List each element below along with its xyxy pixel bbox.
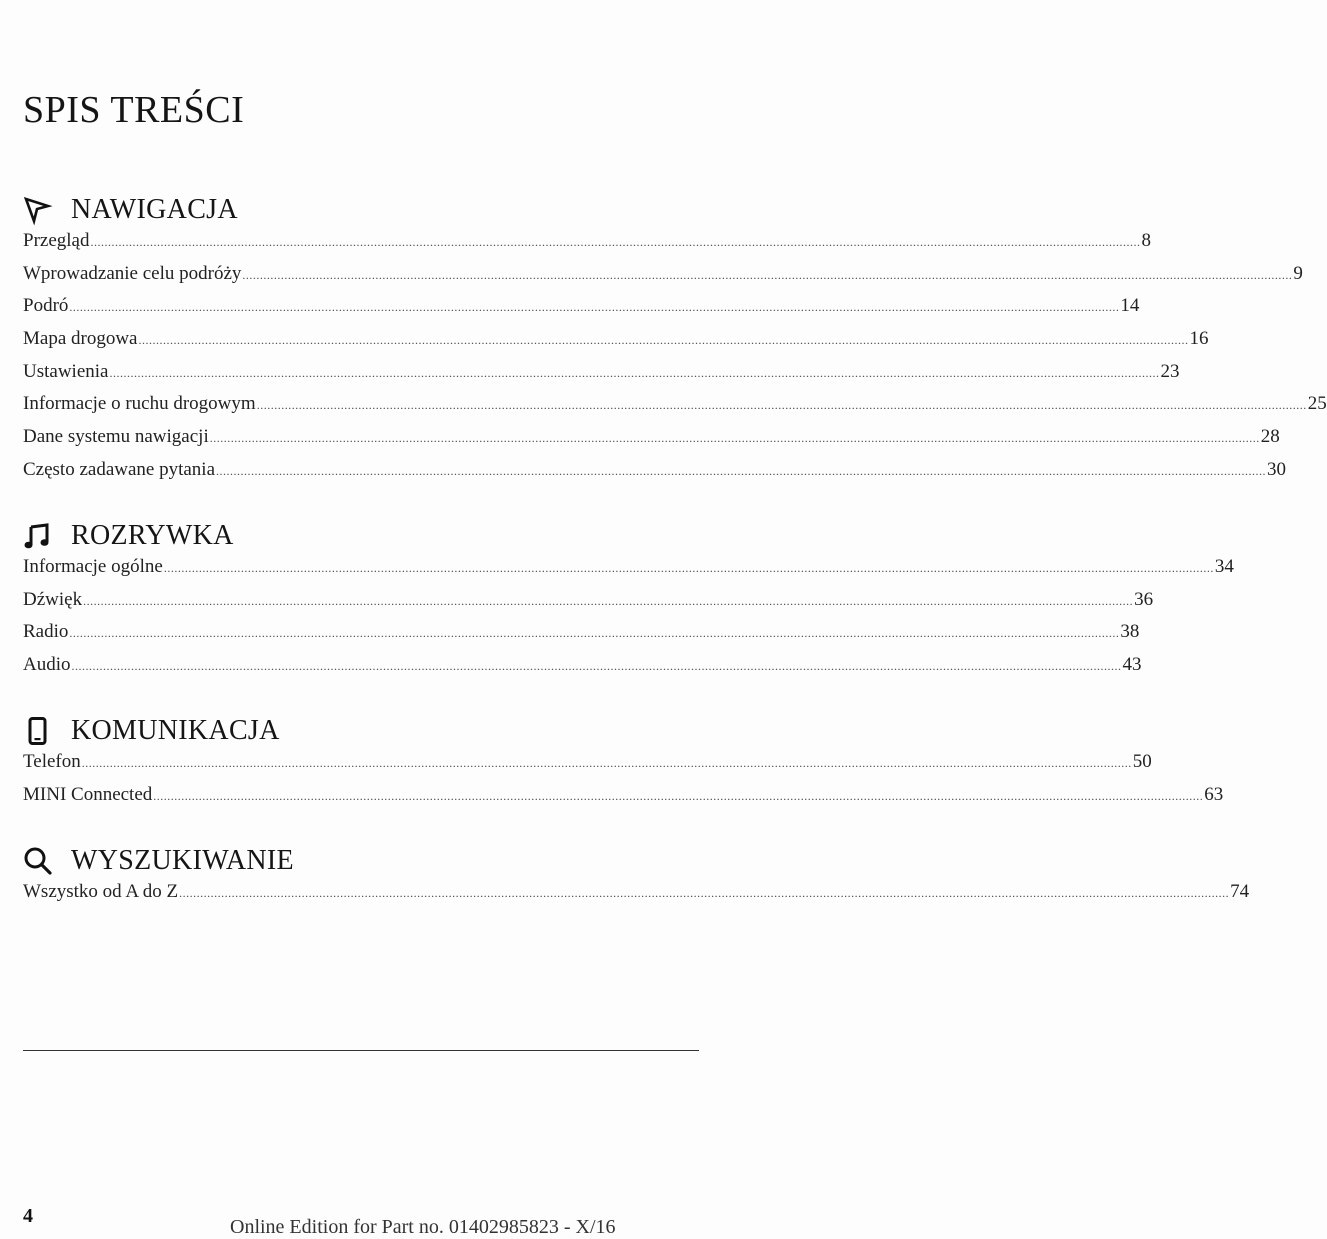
toc-entry-page: 30 bbox=[1267, 458, 1287, 480]
toc-entry[interactable] bbox=[23, 783, 1224, 817]
dot-leader: ............................................................................................................................................................................................................................................................................................................ bbox=[209, 431, 1260, 446]
navigation-arrow-icon bbox=[23, 193, 57, 227]
toc-entry[interactable] bbox=[23, 751, 1152, 784]
toc-entry-label: Telefon bbox=[23, 751, 81, 772]
toc-entry-label: Radio bbox=[23, 621, 69, 643]
toc-entry-page: 36 bbox=[1134, 588, 1154, 610]
toc-entry[interactable] bbox=[23, 621, 1140, 654]
toc-entry[interactable] bbox=[23, 654, 1142, 687]
section-header bbox=[23, 190, 699, 230]
toc-list bbox=[23, 556, 1234, 687]
dot-leader: ............................................................................................................................................................................................................................................................................................................ bbox=[109, 365, 1160, 380]
toc-entry-label: Informacje ogólne bbox=[23, 556, 163, 577]
toc-entry[interactable] bbox=[23, 458, 1287, 492]
toc-list bbox=[23, 881, 1250, 914]
phone-icon bbox=[23, 714, 57, 748]
toc-entry[interactable] bbox=[23, 556, 1234, 589]
toc-list bbox=[23, 751, 1224, 816]
dot-leader: ............................................................................................................................................................................................................................................................................................................ bbox=[153, 788, 1204, 803]
dot-leader: ............................................................................................................................................................................................................................................................................................................ bbox=[83, 593, 1134, 608]
toc-entry-label: Mapa drogowa bbox=[23, 328, 138, 350]
toc-entry[interactable] bbox=[23, 230, 1151, 263]
toc-entry[interactable] bbox=[23, 426, 1280, 459]
toc-entry[interactable] bbox=[23, 881, 1250, 914]
toc-entry-page: 63 bbox=[1204, 783, 1224, 805]
section-komunikacja bbox=[23, 711, 1224, 816]
search-icon bbox=[23, 844, 57, 878]
toc-entry-page: 23 bbox=[1160, 360, 1180, 382]
toc-entry-label: MINI Connected bbox=[23, 783, 153, 805]
toc-entry-page: 43 bbox=[1122, 654, 1142, 676]
dot-leader: ............................................................................................................................................................................................................................................................................................................ bbox=[256, 398, 1307, 413]
toc-entry-label: Przegląd bbox=[23, 230, 90, 251]
dot-leader: ............................................................................................................................................................................................................................................................................................................ bbox=[138, 333, 1189, 348]
toc-entry-page: 28 bbox=[1260, 426, 1280, 448]
toc-entry-page: 9 bbox=[1293, 262, 1303, 284]
section-title: KOMUNIKACJA bbox=[71, 715, 280, 746]
page-title: SPIS TREŚCI bbox=[23, 89, 245, 131]
toc-entry-page: 74 bbox=[1230, 881, 1250, 902]
toc-entry[interactable] bbox=[23, 588, 1154, 622]
toc-entry-page: 8 bbox=[1141, 230, 1151, 251]
toc-entry-label: Wprowadzanie celu podróży bbox=[23, 262, 242, 284]
dot-leader: ............................................................................................................................................................................................................................................................................................................ bbox=[81, 756, 1132, 770]
dot-leader: ............................................................................................................................................................................................................................................................................................................ bbox=[179, 886, 1230, 900]
toc-entry[interactable] bbox=[23, 393, 1327, 426]
toc-entry-page: 25 bbox=[1307, 393, 1327, 415]
section-title: ROZRYWKA bbox=[71, 520, 234, 551]
section-header bbox=[23, 841, 699, 881]
divider bbox=[23, 1050, 699, 1051]
dot-leader: ............................................................................................................................................................................................................................................................................................................ bbox=[216, 463, 1267, 478]
toc-entry-label: Wszystko od A do Z bbox=[23, 881, 179, 902]
toc-entry[interactable] bbox=[23, 262, 1303, 296]
toc-entry-label: Podró bbox=[23, 295, 69, 317]
section-header bbox=[23, 711, 699, 751]
dot-leader: ............................................................................................................................................................................................................................................................................................................ bbox=[242, 267, 1293, 282]
dot-leader: ............................................................................................................................................................................................................................................................................................................ bbox=[69, 300, 1120, 315]
dot-leader: ............................................................................................................................................................................................................................................................................................................ bbox=[163, 561, 1214, 575]
toc-entry-label: Audio bbox=[23, 654, 71, 676]
toc-list bbox=[23, 230, 1327, 492]
toc-entry-page: 50 bbox=[1132, 751, 1152, 772]
toc-entry-label: Dźwięk bbox=[23, 588, 83, 610]
toc-entry-label: Często zadawane pytania bbox=[23, 458, 216, 480]
section-header bbox=[23, 516, 699, 556]
footer-text: Online Edition for Part no. 01402985823 - X/16 bbox=[230, 1216, 616, 1238]
section-title: WYSZUKIWANIE bbox=[71, 845, 294, 876]
dot-leader: ............................................................................................................................................................................................................................................................................................................ bbox=[69, 626, 1120, 641]
toc-entry-label: Ustawienia bbox=[23, 360, 109, 382]
toc-entry-page: 14 bbox=[1120, 295, 1140, 317]
dot-leader: ............................................................................................................................................................................................................................................................................................................ bbox=[71, 659, 1122, 674]
music-note-icon bbox=[23, 519, 57, 553]
toc-entry[interactable] bbox=[23, 328, 1209, 361]
toc-entry-label: Dane systemu nawigacji bbox=[23, 426, 209, 448]
dot-leader: ............................................................................................................................................................................................................................................................................................................ bbox=[90, 235, 1141, 249]
toc-entry-label: Informacje o ruchu drogowym bbox=[23, 393, 256, 415]
section-nawigacja bbox=[23, 190, 1327, 492]
section-title: NAWIGACJA bbox=[71, 194, 238, 225]
section-wyszukiwanie bbox=[23, 841, 1250, 914]
section-rozrywka bbox=[23, 516, 1234, 687]
page-number: 4 bbox=[23, 1205, 33, 1227]
toc-entry-page: 34 bbox=[1214, 556, 1234, 577]
toc-entry[interactable] bbox=[23, 295, 1140, 328]
toc-entry-page: 38 bbox=[1120, 621, 1140, 643]
toc-entry-page: 16 bbox=[1189, 328, 1209, 350]
toc-entry[interactable] bbox=[23, 360, 1180, 394]
